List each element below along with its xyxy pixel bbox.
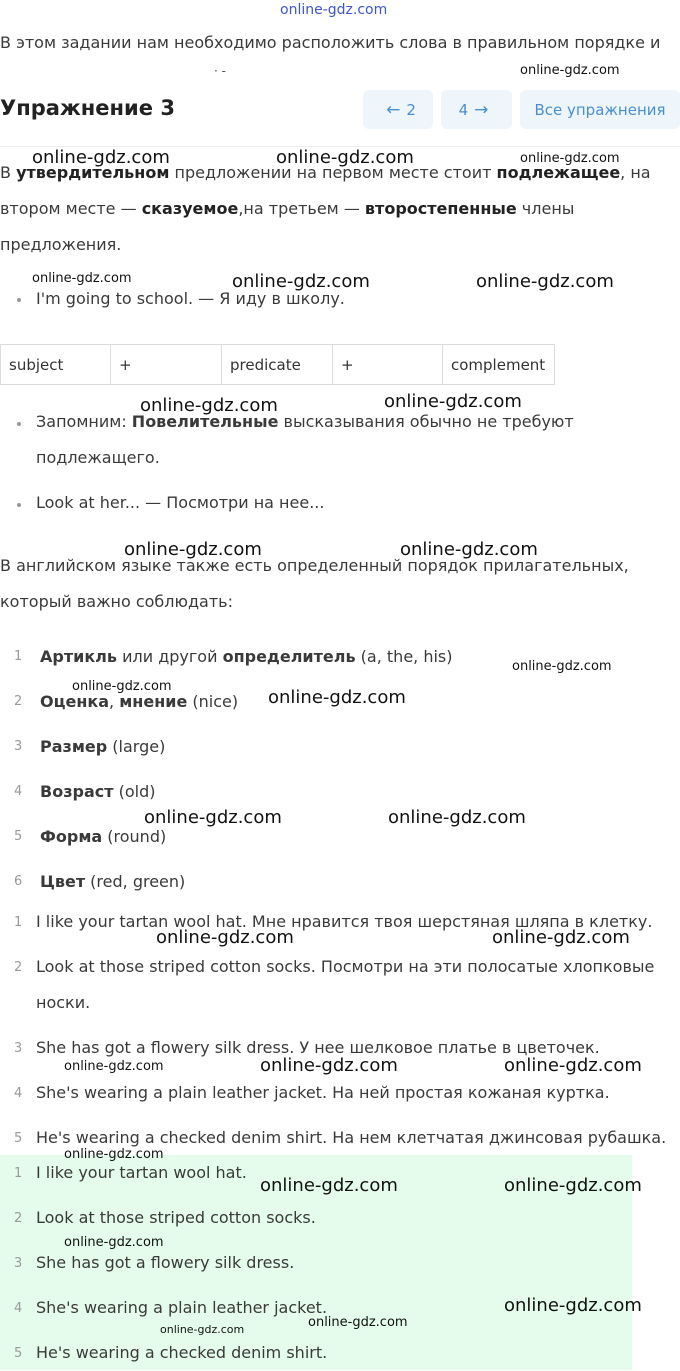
table-cell-subject: subject bbox=[1, 345, 111, 385]
watermark: online-gdz.com bbox=[32, 147, 170, 168]
bullet-dot bbox=[17, 503, 21, 507]
list-number: 3 bbox=[14, 739, 23, 754]
answer-2: Look at those striped cotton socks. bbox=[36, 1208, 316, 1227]
watermark: online-gdz.com bbox=[140, 395, 278, 416]
rule-line-3: предложения. bbox=[0, 235, 122, 254]
watermark: online-gdz.com bbox=[124, 539, 262, 560]
answer-1: I like your tartan wool hat. bbox=[36, 1163, 247, 1182]
watermark: online-gdz.com bbox=[520, 151, 620, 166]
order-item-4: Возраст (old) bbox=[40, 782, 156, 801]
list-number: 2 bbox=[14, 694, 23, 709]
page-title: Упражнение 3 bbox=[0, 96, 175, 120]
rule-line-1: В утвердительном предложении на первом месте стоит подлежащее, на bbox=[0, 163, 651, 182]
intro-text: В этом задании нам необходимо расположить слова в правильном порядке и bbox=[0, 33, 661, 52]
order-item-2: Оценка, мнение (nice) bbox=[40, 692, 239, 711]
list-number: 4 bbox=[14, 1086, 23, 1101]
watermark: online-gdz.com bbox=[268, 687, 406, 708]
list-number: 3 bbox=[14, 1256, 23, 1271]
watermark: online-gdz.com bbox=[504, 1175, 642, 1196]
arrow-left-icon: ← bbox=[386, 99, 401, 120]
watermark: online-gdz.com bbox=[400, 539, 538, 560]
list-number: 6 bbox=[14, 874, 23, 889]
watermark: online-gdz.com bbox=[260, 1175, 398, 1196]
order-item-3: Размер (large) bbox=[40, 737, 166, 756]
adj-intro-line-1: В английском языке также есть определенный порядок прилагательных, bbox=[0, 556, 629, 575]
list-number: 5 bbox=[14, 1346, 23, 1361]
watermark: online-gdz.com bbox=[520, 63, 620, 78]
table-cell-plus: + bbox=[111, 345, 222, 385]
order-item-6: Цвет (red, green) bbox=[40, 872, 186, 891]
list-number: 1 bbox=[14, 649, 23, 664]
watermark: online-gdz.com bbox=[32, 271, 132, 286]
translation-2: Look at those striped cotton socks. Посмотри на эти полосатые хлопковые bbox=[36, 957, 655, 976]
list-number: 4 bbox=[14, 784, 23, 799]
watermark: online-gdz.com bbox=[232, 271, 370, 292]
table-cell-plus: + bbox=[333, 345, 443, 385]
table-cell-complement: complement bbox=[443, 345, 555, 385]
remember-line-2: подлежащего. bbox=[36, 448, 160, 467]
watermark: online-gdz.com bbox=[504, 1295, 642, 1316]
list-number: 5 bbox=[14, 1131, 23, 1146]
prev-exercise-label: 2 bbox=[406, 100, 416, 119]
adj-intro-line-2: который важно соблюдать: bbox=[0, 592, 233, 611]
list-number: 5 bbox=[14, 829, 23, 844]
list-number: 2 bbox=[14, 960, 23, 975]
watermark: online-gdz.com bbox=[72, 679, 172, 694]
watermark: online-gdz.com bbox=[492, 927, 630, 948]
watermark: online-gdz.com bbox=[388, 807, 526, 828]
watermark: online-gdz.com bbox=[384, 391, 522, 412]
rule-line-2: втором месте — сказуемое,на третьем — второстепенные члены bbox=[0, 199, 575, 218]
bullet-dot bbox=[17, 298, 21, 302]
next-exercise-button[interactable] bbox=[441, 90, 512, 129]
sentence-structure-table bbox=[0, 344, 555, 385]
watermark: online-gdz.com bbox=[512, 659, 612, 674]
bullet-dot bbox=[17, 422, 21, 426]
order-item-1: Артикль или другой определитель (a, the, his) bbox=[40, 647, 453, 666]
translation-3: She has got a flowery silk dress. У нее шелковое платье в цветочек. bbox=[36, 1038, 600, 1057]
intro-cut-text: · - bbox=[214, 64, 226, 78]
example-2: Look at her... — Посмотри на нее... bbox=[36, 493, 325, 512]
watermark: online-gdz.com bbox=[476, 271, 614, 292]
watermark: online-gdz.com bbox=[156, 927, 294, 948]
translation-5: He's wearing a checked denim shirt. На нем клетчатая джинсовая рубашка. bbox=[36, 1128, 667, 1147]
list-number: 4 bbox=[14, 1301, 23, 1316]
all-exercises-button[interactable] bbox=[520, 90, 680, 129]
list-number: 1 bbox=[14, 915, 23, 930]
next-exercise-label: 4 bbox=[458, 100, 469, 119]
answer-4: She's wearing a plain leather jacket. bbox=[36, 1298, 328, 1317]
remember-line-1: Запомним: Повелительные высказывания обычно не требуют bbox=[36, 412, 574, 431]
order-item-5: Форма (round) bbox=[40, 827, 167, 846]
list-number: 3 bbox=[14, 1041, 23, 1056]
site-logo[interactable]: online-gdz.com bbox=[280, 2, 388, 18]
watermark: online-gdz.com bbox=[308, 1315, 408, 1330]
arrow-right-icon: → bbox=[474, 99, 489, 120]
answer-5: He's wearing a checked denim shirt. bbox=[36, 1343, 328, 1362]
table-row bbox=[1, 345, 555, 385]
list-number: 2 bbox=[14, 1211, 23, 1226]
watermark: online-gdz.com bbox=[64, 1147, 164, 1162]
watermark: online-gdz.com bbox=[160, 1323, 245, 1336]
answer-3: She has got a flowery silk dress. bbox=[36, 1253, 295, 1272]
watermark: online-gdz.com bbox=[260, 1055, 398, 1076]
translation-2-cont: носки. bbox=[36, 993, 91, 1012]
watermark: online-gdz.com bbox=[504, 1055, 642, 1076]
watermark: online-gdz.com bbox=[64, 1235, 164, 1250]
table-cell-predicate: predicate bbox=[222, 345, 333, 385]
translation-4: She's wearing a plain leather jacket. На ней простая кожаная куртка. bbox=[36, 1083, 610, 1102]
watermark: online-gdz.com bbox=[144, 807, 282, 828]
example-1: I'm going to school. — Я иду в школу. bbox=[36, 289, 345, 308]
list-number: 1 bbox=[14, 1166, 23, 1181]
watermark: online-gdz.com bbox=[64, 1059, 164, 1074]
prev-exercise-button[interactable] bbox=[363, 90, 433, 129]
translation-1: I like your tartan wool hat. Мне нравится твоя шерстяная шляпа в клетку. bbox=[36, 912, 653, 931]
watermark: online-gdz.com bbox=[276, 147, 414, 168]
all-exercises-label: Все упражнения bbox=[534, 100, 666, 119]
